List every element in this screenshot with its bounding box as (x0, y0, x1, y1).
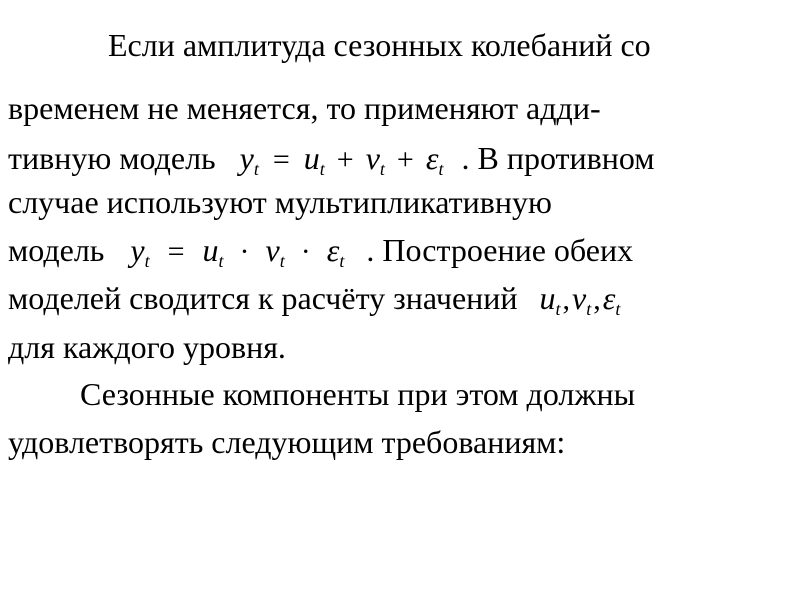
text-line-1 (108, 25, 651, 65)
paragraph1-line3-post: . В противном (461, 140, 655, 176)
text-line-8 (80, 374, 635, 414)
paragraph1-line3-pre: тивную модель (8, 140, 216, 176)
paragraph1-line1: Если амплитуда сезонных колебаний со (108, 27, 651, 63)
paragraph1-line5-pre: модель (8, 232, 105, 268)
paragraph2-line2: удовлетворять следующим требованиям: (8, 424, 566, 460)
paragraph1-line6-pre: моделей сводится к расчёту значений (8, 280, 518, 316)
text-line-3 (8, 138, 655, 180)
values-formula: $u_t,v_t,\varepsilon_t$ (539, 280, 621, 319)
text-line-4 (8, 182, 552, 222)
paragraph1-line2: временем не меняется, то применяют адди- (8, 90, 601, 126)
text-line-6 (8, 278, 620, 320)
paragraph1-line5-post: . Построение обеих (366, 232, 634, 268)
text-line-5 (8, 230, 633, 272)
additive-model-formula: $y_t = u_t + v_t + \varepsilon_t$ (239, 140, 444, 179)
text-line-7 (8, 327, 286, 367)
multiplicative-model-formula: $y_t = u_t \cdot v_t \cdot \varepsilon_t$ (130, 232, 345, 271)
text-line-2 (8, 88, 601, 128)
paragraph1-line4: случае используют мультипликативную (8, 184, 552, 220)
paragraph1-line7: для каждого уровня. (8, 329, 286, 365)
paragraph2-line1: Сезонные компоненты при этом должны (80, 376, 636, 412)
text-line-9 (8, 422, 565, 462)
